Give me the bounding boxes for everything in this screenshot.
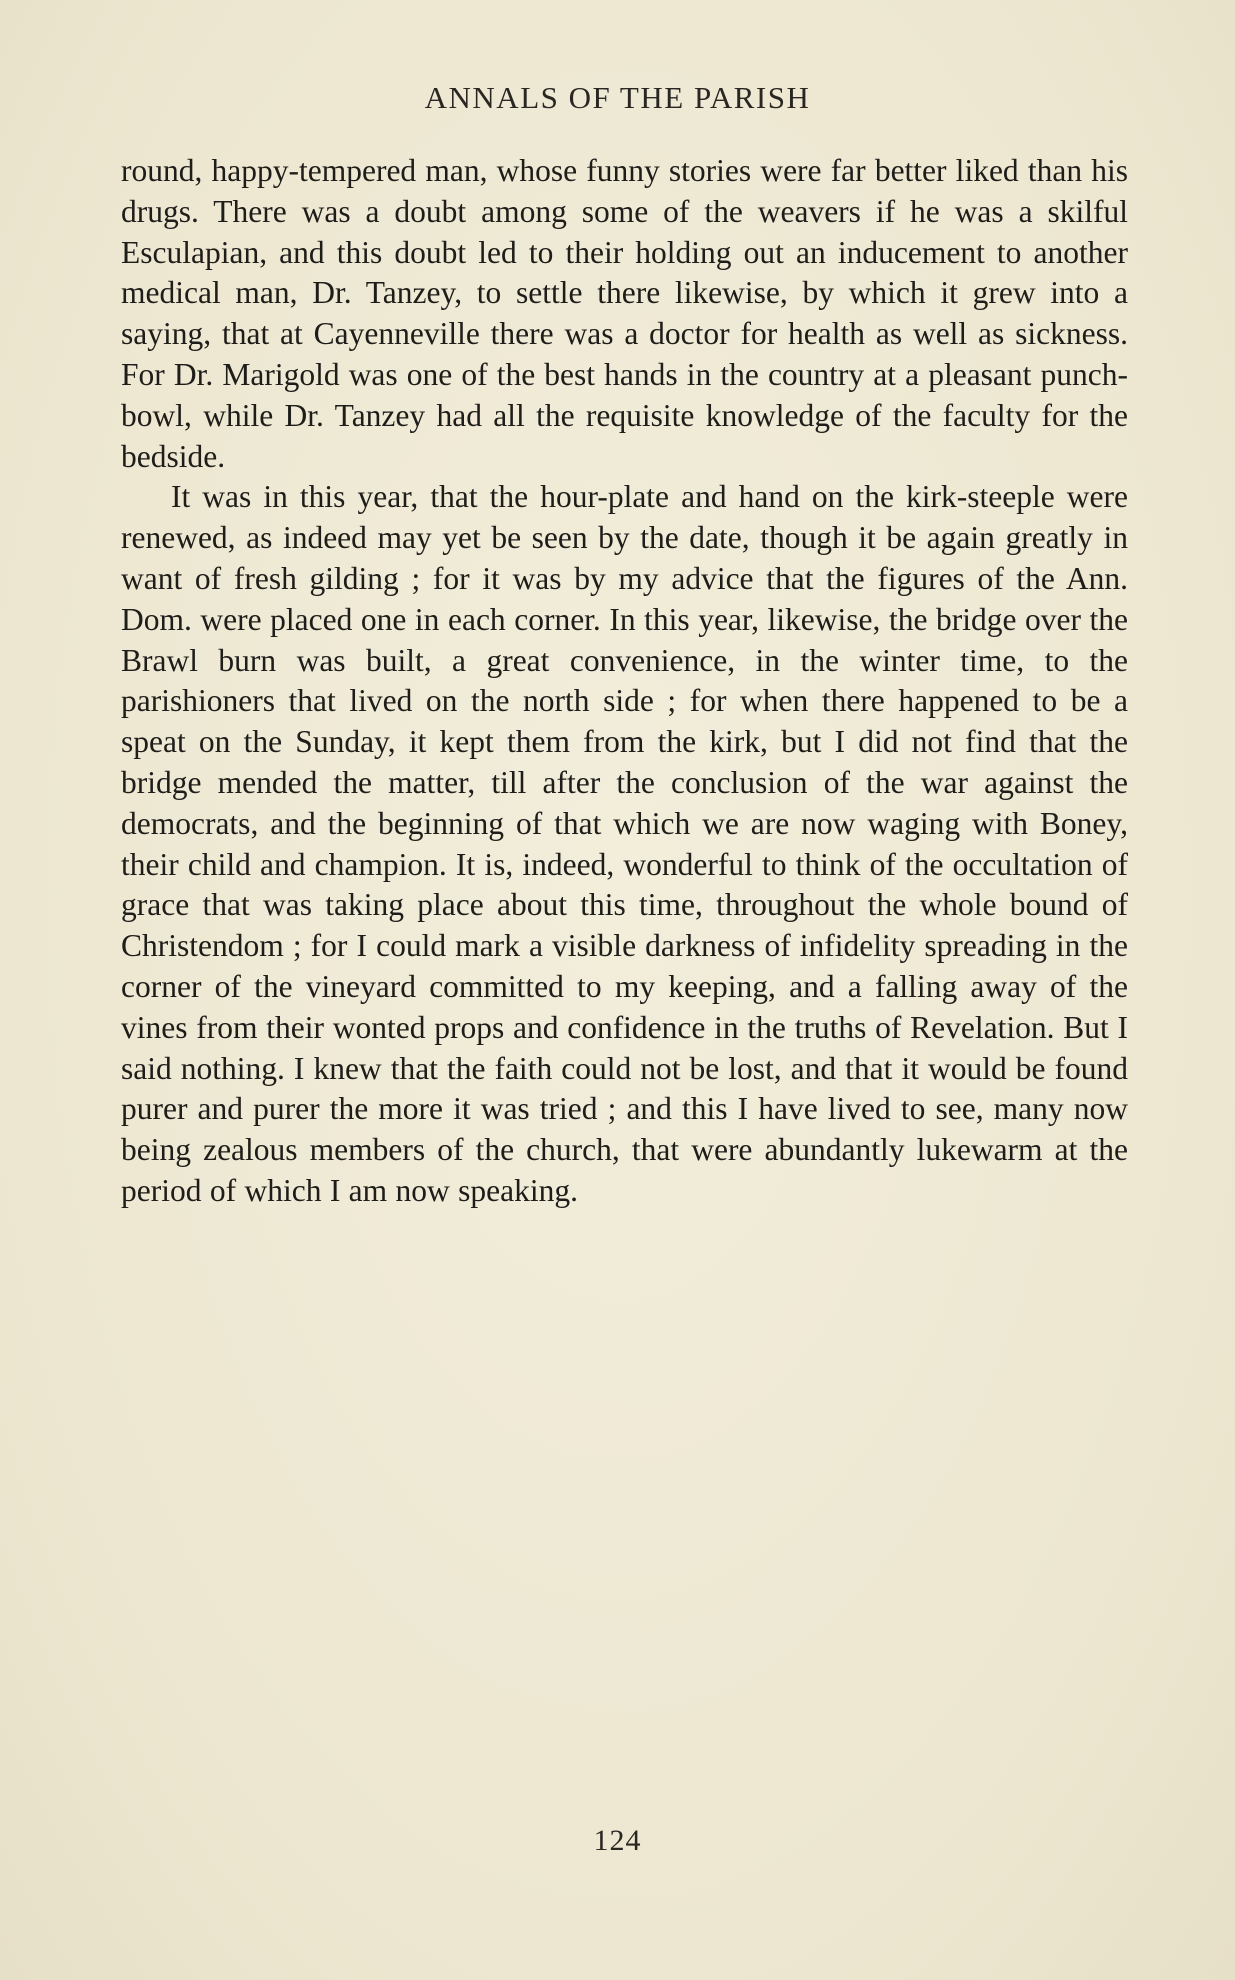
running-head: ANNALS OF THE PARISH	[424, 80, 811, 115]
page-number: 124	[593, 1824, 642, 1857]
body-text	[121, 151, 1128, 1212]
paragraph: It was in this year, that the hour-plate and hand on the kirk-steeple were renewed, as indeed may yet be seen by the date, though it be again greatly in want of fresh gilding ; for it was by my advice that the figures of the Ann. Dom. were placed one in each corner. In this year, likewise, the bridge over the Brawl burn was built, a great convenience, in the winter time, to the parishioners that lived on the north side ; for when there happened to be a speat on the Sunday, it kept them from the kirk, but I did not find that the bridge mended the matter, till after the conclusion of the war against the democrats, and the beginning of that which we are now waging with Boney, their child and champion. It is, indeed, wonderful to think of the occultation of grace that was taking place about this time, throughout the whole bound of Christendom ; for I could mark a visible darkness of infidelity spreading in the corner of the vineyard committed to my keeping, and a falling away of the vines from their wonted props and confidence in the truths of Revelation. But I said nothing. I knew that the faith could not be lost, and that it would be found purer and purer the more it was tried ; and this I have lived to see, many now being zealous members of the church, that were abundantly lukewarm at the period of which I am now speaking.	[121, 479, 1128, 1208]
paragraph-continued: round, happy-tempered man, whose funny stories were far better liked than his drugs. There was a doubt among some of the weavers if he was a skilful Esculapian, and this doubt led to their holding out an inducement to another medical man, Dr. Tanzey, to settle there likewise, by which it grew into a saying, that at Cayenneville there was a doctor for health as well as sickness. For Dr. Marigold was one of the best hands in the country at a pleasant punch-bowl, while Dr. Tanzey had all the requisite knowledge of the faculty for the bedside.	[121, 153, 1128, 474]
